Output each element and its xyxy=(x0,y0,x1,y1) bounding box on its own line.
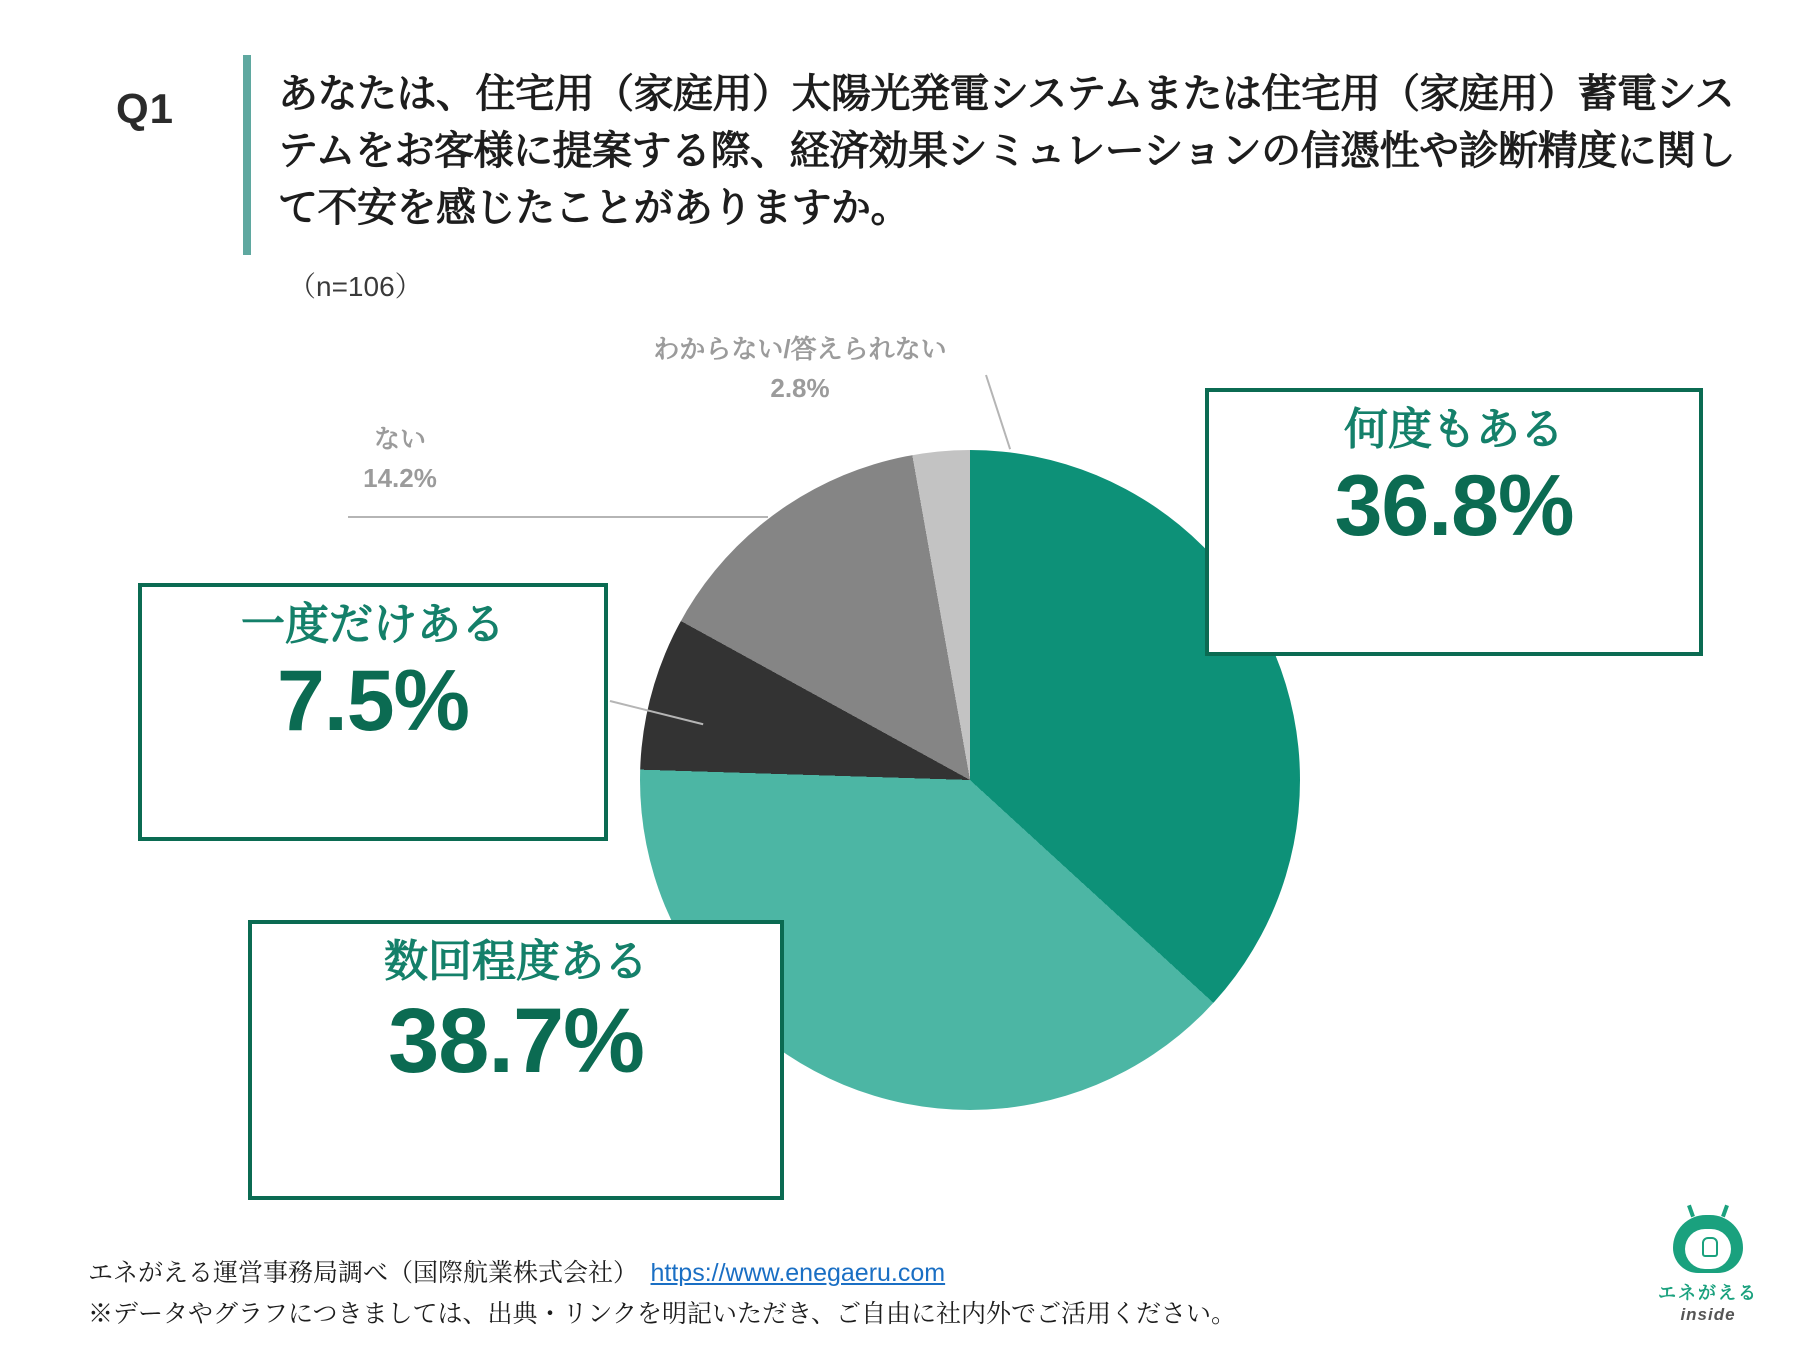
question-text: あなたは、住宅用（家庭用）太陽光発電システムまたは住宅用（家庭用）蓄電システムをお客様に提案する際、経済効果シミュレーションの信憑性や診断精度に関して不安を感じたことがありますか。 xyxy=(278,72,1736,230)
footer-link[interactable]: https://www.enegaeru.com xyxy=(650,1259,946,1287)
enegaeru-logo xyxy=(1648,1205,1768,1325)
slice-label-wakaranai xyxy=(600,330,1000,408)
slice-label-wakaranai-name: わからない/答えられない xyxy=(653,334,947,364)
lightbulb-icon xyxy=(1702,1237,1718,1257)
question-number: Q1 xyxy=(116,85,175,132)
callout-value-2: 38.7% xyxy=(388,990,644,1092)
slice-label-nai-value: 14.2% xyxy=(363,463,437,493)
frog-antenna-left-icon xyxy=(1687,1205,1695,1218)
callout-value-1: 7.5% xyxy=(276,653,470,749)
callout-name-2: 数回程度ある xyxy=(384,937,648,986)
footer xyxy=(88,1253,1236,1336)
logo-title: エネがえる xyxy=(1658,1283,1758,1303)
footer-line-1 xyxy=(88,1253,1236,1294)
callout-value-0: 36.8% xyxy=(1334,458,1574,554)
leader-line-nai xyxy=(348,516,768,518)
frog-mascot-icon xyxy=(1665,1205,1751,1277)
callout-nandomo-aru xyxy=(1205,388,1703,656)
slice-label-nai-name: ない xyxy=(373,424,426,454)
logo-subtitle: inside xyxy=(1680,1305,1736,1324)
question-accent-bar xyxy=(243,55,251,255)
footer-source-text: エネがえる運営事務局調べ（国際航業株式会社） xyxy=(88,1259,651,1287)
slice-label-wakaranai-value: 2.8% xyxy=(770,373,830,403)
callout-ichido-dake-aru xyxy=(138,583,608,841)
slice-label-nai xyxy=(300,420,500,498)
frog-antenna-right-icon xyxy=(1721,1205,1729,1218)
callout-name-0: 何度もある xyxy=(1344,405,1564,454)
callout-name-1: 一度だけある xyxy=(241,600,505,649)
footer-line-2: ※データやグラフにつきましては、出典・リンクを明記いただき、ご自由に社内外でご活用ください。 xyxy=(88,1300,1237,1329)
callout-suukai-teido-aru xyxy=(248,920,784,1200)
sample-size-label: （n=106） xyxy=(288,271,423,302)
